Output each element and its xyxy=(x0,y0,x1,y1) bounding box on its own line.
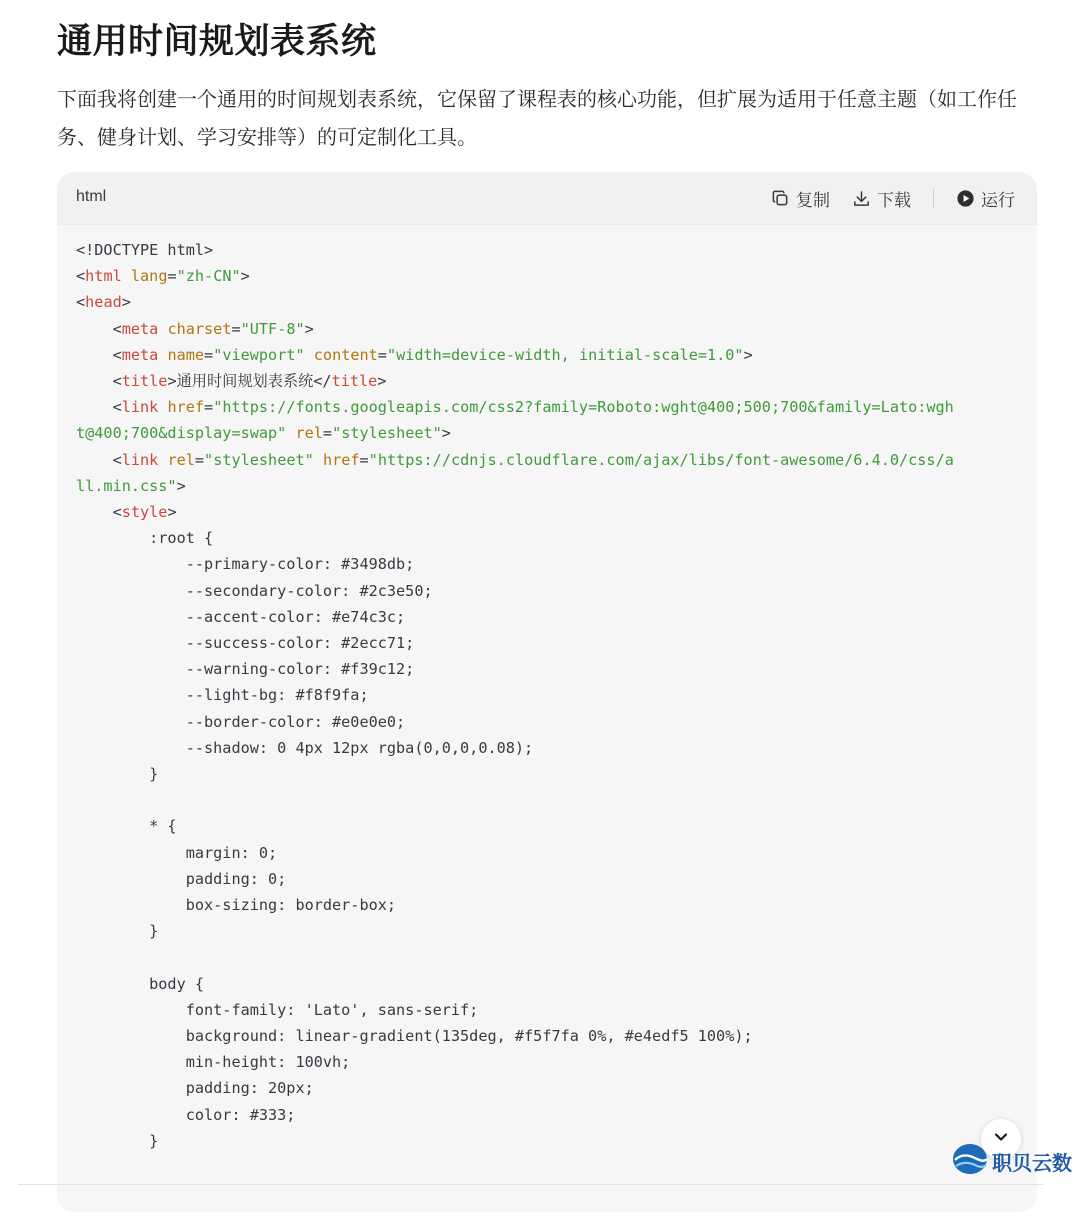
code-token: = xyxy=(194,450,205,469)
code-token: < xyxy=(76,398,122,417)
code-token: href xyxy=(322,450,360,469)
page-title: 通用时间规划表系统 xyxy=(57,22,377,62)
code-token: } xyxy=(76,1131,159,1150)
code-token: --border-color: #e0e0e0; xyxy=(76,712,406,731)
code-toolbar xyxy=(749,185,1015,211)
code-token: } xyxy=(76,922,159,941)
code-token: --success-color: #2ecc71; xyxy=(76,634,415,653)
code-line xyxy=(76,709,1018,735)
code-token: < xyxy=(76,267,86,286)
code-line xyxy=(76,866,1018,892)
code-token: --secondary-color: #2c3e50; xyxy=(76,581,433,600)
code-token: link xyxy=(121,398,159,417)
code-token: t@400;700&display=swap" xyxy=(76,424,287,443)
code-token: meta xyxy=(121,345,159,364)
download-icon xyxy=(852,189,871,208)
code-block xyxy=(57,172,1037,1212)
code-line xyxy=(76,840,1018,866)
code-token: = xyxy=(231,319,241,338)
code-line xyxy=(76,918,1018,944)
code-line xyxy=(76,735,1018,761)
code-line xyxy=(76,813,1018,839)
page-divider xyxy=(18,1184,1043,1185)
code-token: content xyxy=(313,345,378,364)
code-line xyxy=(76,368,1018,394)
code-line xyxy=(76,578,1018,604)
cloud-logo-icon xyxy=(951,1142,989,1180)
code-token: <!DOCTYPE html> xyxy=(76,241,214,259)
code-line xyxy=(76,1075,1018,1101)
watermark-logo xyxy=(951,1142,1072,1180)
code-token: "https://fonts.googleapis.com/css2?family=Roboto:wght@400;500;700&family=Lato:wgh xyxy=(213,398,954,417)
code-line xyxy=(76,1049,1018,1075)
copy-button[interactable] xyxy=(771,186,830,211)
code-line xyxy=(76,682,1018,708)
code-line xyxy=(76,394,1018,420)
code-token: --light-bg: #f8f9fa; xyxy=(76,686,369,705)
code-line xyxy=(76,997,1018,1023)
code-token: > xyxy=(377,372,387,391)
code-token: "width=device-width, initial-scale=1.0" xyxy=(386,345,744,364)
code-token: * { xyxy=(76,817,177,836)
code-token: color: #333; xyxy=(76,1105,296,1124)
code-token: body { xyxy=(76,974,205,993)
code-token xyxy=(314,451,323,469)
code-token: < xyxy=(76,372,122,391)
code-token: meta xyxy=(121,319,159,338)
code-token: --accent-color: #e74c3c; xyxy=(76,607,406,626)
code-token: padding: 20px; xyxy=(76,1079,314,1098)
code-token: href xyxy=(167,398,205,417)
code-token: :root { xyxy=(76,529,214,548)
intro-paragraph: 下面我将创建一个通用的时间规划表系统，它保留了课程表的核心功能，但扩展为适用于任意主题（如工作任务、健身计划、学习安排等）的可定制化工具。 xyxy=(57,87,1017,149)
code-line xyxy=(76,420,1018,446)
watermark-text: 职贝云数 xyxy=(992,1152,1072,1175)
run-label: 运行 xyxy=(981,190,1015,211)
code-token: = xyxy=(204,398,214,417)
code-token: > xyxy=(240,267,250,286)
code-token: style xyxy=(121,503,168,522)
code-token xyxy=(122,267,131,285)
code-token: "stylesheet" xyxy=(204,450,314,469)
code-token: > xyxy=(167,503,177,522)
code-line xyxy=(76,944,1018,970)
code-token: = xyxy=(167,267,177,286)
code-token: = xyxy=(377,345,387,364)
code-token: charset xyxy=(167,319,232,338)
code-line xyxy=(76,342,1018,368)
code-block-header xyxy=(57,172,1037,225)
code-token: < xyxy=(76,450,122,469)
code-token: < xyxy=(76,345,122,364)
code-token: head xyxy=(85,293,122,312)
code-content xyxy=(57,225,1037,1154)
code-line xyxy=(76,237,1018,263)
code-token: > xyxy=(176,476,186,495)
code-token: --primary-color: #3498db; xyxy=(76,555,415,574)
code-token: > xyxy=(441,424,451,443)
code-token: = xyxy=(322,424,333,443)
copy-icon xyxy=(771,189,790,208)
code-token: lang xyxy=(130,267,168,286)
code-language-label: html xyxy=(76,188,107,205)
code-line xyxy=(76,761,1018,787)
code-token: < xyxy=(76,319,122,338)
code-line xyxy=(76,656,1018,682)
toolbar-divider xyxy=(933,188,934,208)
code-token: link xyxy=(121,450,159,469)
code-token: >通用时间规划表系统</ xyxy=(167,372,332,391)
code-token: title xyxy=(121,372,168,391)
run-button[interactable] xyxy=(956,186,1015,211)
code-token: "UTF-8" xyxy=(240,319,305,338)
code-token: rel xyxy=(167,450,195,469)
code-line xyxy=(76,551,1018,577)
code-token: "stylesheet" xyxy=(332,424,442,443)
run-icon xyxy=(956,189,975,208)
download-label: 下载 xyxy=(877,190,911,211)
code-token: > xyxy=(743,345,753,364)
code-line xyxy=(76,971,1018,997)
code-line xyxy=(76,630,1018,656)
code-token: "zh-CN" xyxy=(176,267,241,286)
code-line xyxy=(76,787,1018,813)
code-token: "viewport" xyxy=(213,345,305,364)
code-token: --warning-color: #f39c12; xyxy=(76,660,415,679)
code-line xyxy=(76,316,1018,342)
code-token: "https://cdnjs.cloudflare.com/ajax/libs/font-awesome/6.4.0/css/a xyxy=(368,450,954,469)
code-token: rel xyxy=(295,424,323,443)
code-line xyxy=(76,1128,1018,1154)
code-token: padding: 0; xyxy=(76,869,287,888)
code-token: } xyxy=(76,765,159,784)
code-token: min-height: 100vh; xyxy=(76,1053,351,1072)
code-line xyxy=(76,892,1018,918)
code-line xyxy=(76,473,1018,499)
code-token: title xyxy=(331,372,378,391)
code-token: background: linear-gradient(135deg, #f5f7fa 0%, #e4edf5 100%); xyxy=(76,1027,753,1046)
code-line xyxy=(76,447,1018,473)
code-line xyxy=(76,525,1018,551)
code-token: name xyxy=(167,345,205,364)
code-line xyxy=(76,289,1018,315)
download-button[interactable] xyxy=(852,186,911,211)
code-line xyxy=(76,1102,1018,1128)
code-token: < xyxy=(76,503,122,522)
code-token: --shadow: 0 4px 12px rgba(0,0,0,0.08); xyxy=(76,738,534,757)
code-line xyxy=(76,1023,1018,1049)
code-token: ll.min.css" xyxy=(76,476,177,495)
code-token: margin: 0; xyxy=(76,843,278,862)
code-token: = xyxy=(204,345,214,364)
code-line xyxy=(76,604,1018,630)
code-line xyxy=(76,499,1018,525)
code-token: font-family: 'Lato', sans-serif; xyxy=(76,1000,479,1019)
code-token: > xyxy=(121,293,131,312)
code-token: < xyxy=(76,293,86,312)
code-token xyxy=(305,346,314,364)
code-line xyxy=(76,263,1018,289)
code-token: html xyxy=(85,267,122,286)
code-token: box-sizing: border-box; xyxy=(76,896,397,915)
code-token: = xyxy=(359,450,369,469)
code-token: > xyxy=(304,319,314,338)
copy-label: 复制 xyxy=(796,190,830,211)
